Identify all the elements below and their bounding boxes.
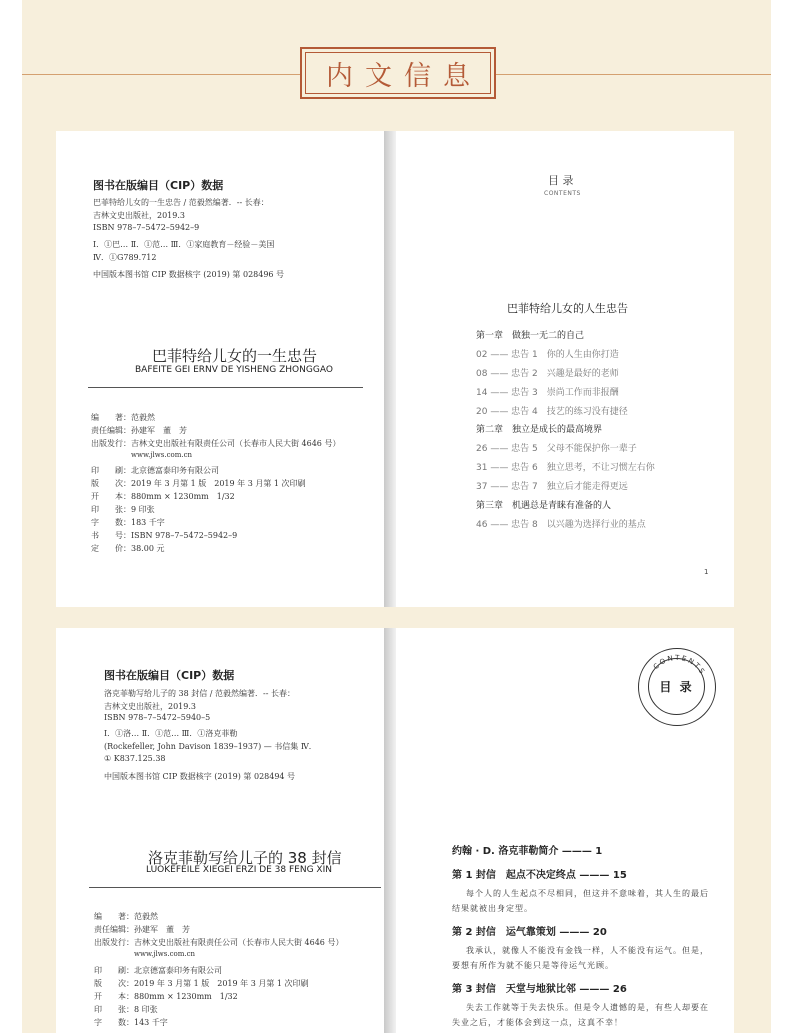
credit-line: 责任编辑：孙建军 董 芳 <box>91 426 187 435</box>
letter-entry-title: 第 2 封信 运气靠策划 ——— 20 <box>452 927 607 938</box>
letter-entry-title: 第 1 封信 起点不决定终点 ——— 15 <box>452 870 627 881</box>
toc-item: 02 —— 忠告 1 你的人生由你打造 <box>476 350 619 360</box>
cip-line: ISBN 978–7–5472–5942–9 <box>93 223 200 232</box>
title-rule <box>89 887 381 888</box>
letter-entry-desc: 我承认，就像人不能没有金钱一样，人不能没有运气。但是， <box>466 946 709 955</box>
cip-heading: 图书在版编目（CIP）数据 <box>93 179 224 192</box>
credit-line: 印 张：9 印张 <box>91 505 155 514</box>
credit-line: 印 张：8 印张 <box>94 1005 158 1014</box>
cip-line: Ⅳ．①G789.712 <box>93 253 157 262</box>
cip-line: 中国版本图书馆 CIP 数据核字 (2019) 第 028496 号 <box>93 270 285 279</box>
toc-item: 20 —— 忠告 4 技艺的练习没有捷径 <box>476 407 628 417</box>
toc-chapter: 第一章 做独一无二的自己 <box>476 331 585 341</box>
credit-line: 印 刷：北京德富泰印务有限公司 <box>91 466 219 475</box>
cip-line: Ⅰ．①洛… Ⅱ．①范… Ⅲ．①洛克菲勒 <box>104 729 238 738</box>
cip-line: 吉林文史出版社，2019.3 <box>104 702 196 711</box>
toc-item: 46 —— 忠告 8 以兴趣为选择行业的基点 <box>476 520 646 530</box>
book2-spine <box>384 628 396 1033</box>
toc-heading: 目 录 <box>548 174 574 187</box>
cip-line: (Rockefeller, John Davison 1839–1937) — 书信集 Ⅳ． <box>104 742 317 751</box>
credit-line: 编 著：范毅然 <box>91 413 155 422</box>
toc-item: 26 —— 忠告 5 父母不能保护你一辈子 <box>476 444 637 454</box>
letter-entry-desc: 失业之后，才能体会到这一点，这真不幸！ <box>452 1018 623 1027</box>
header-title-box <box>300 47 496 99</box>
cip-line: 中国版本图书馆 CIP 数据核字 (2019) 第 028494 号 <box>104 772 296 781</box>
credit-line: 出版发行：吉林文史出版社有限责任公司（长春市人民大街 4646 号） <box>94 938 344 947</box>
book1-spine <box>384 131 396 607</box>
credit-line: 编 著：范毅然 <box>94 912 158 921</box>
letter-entry-title: 第 3 封信 天堂与地狱比邻 ——— 26 <box>452 984 627 995</box>
toc-intro-entry: 约翰 · D. 洛克菲勒简介 ——— 1 <box>452 846 603 857</box>
book-title-pinyin: LUOKEFEILE XIEGEI ERZI DE 38 FENG XIN <box>146 865 332 875</box>
letter-entry-desc: 每个人的人生起点不尽相同，但这并不意味着，其人生的最后 <box>466 889 709 898</box>
contents-badge <box>638 648 716 726</box>
book-title: 洛克菲勒写给儿子的 38 封信 <box>148 849 342 867</box>
toc-chapter: 第二章 独立是成长的最高境界 <box>476 425 603 435</box>
badge-label: 目 录 <box>659 680 694 694</box>
cip-line: ISBN 978–7–5472–5940–5 <box>104 713 211 722</box>
cip-line: ① K837.125.38 <box>104 754 166 763</box>
credit-line: 开 本：880mm × 1230mm 1/32 <box>91 492 235 501</box>
letter-entry-desc: 失去工作就等于失去快乐。但是令人遗憾的是，有些人却要在 <box>466 1003 709 1012</box>
book1-copyright-page <box>56 131 384 607</box>
header-title: 内文信息 <box>326 60 482 92</box>
credit-line: 定 价：38.00 元 <box>91 544 165 553</box>
credit-line: www.jlws.com.cn <box>134 950 196 958</box>
cip-line: Ⅰ．①巴… Ⅱ．①范… Ⅲ．①家庭教育－经验－美国 <box>93 240 275 249</box>
book-title-pinyin: BAFEITE GEI ERNV DE YISHENG ZHONGGAO <box>135 365 333 375</box>
credit-line: 印 刷：北京德富泰印务有限公司 <box>94 966 222 975</box>
toc-item: 31 —— 忠告 6 独立思考，不让习惯左右你 <box>476 463 655 473</box>
credit-line: 开 本：880mm × 1230mm 1/32 <box>94 992 238 1001</box>
toc-item: 08 —— 忠告 2 兴趣是最好的老师 <box>476 369 619 379</box>
credit-line: 版 次：2019 年 3 月第 1 版 2019 年 3 月第 1 次印刷 <box>91 479 306 488</box>
cip-line: 洛克菲勒写给儿子的 38 封信 / 范毅然编著．-- 长春： <box>104 689 295 698</box>
toc-book-title: 巴菲特给儿女的人生忠告 <box>507 302 628 315</box>
book1-toc-page <box>396 131 734 607</box>
letter-entry-desc: 要想有所作为就不能只是等待运气光顾。 <box>452 961 614 970</box>
credit-line: 字 数：143 千字 <box>94 1018 168 1027</box>
toc-chapter: 第三章 机遇总是青睐有准备的人 <box>476 501 612 511</box>
credit-line: 责任编辑：孙建军 董 芳 <box>94 925 190 934</box>
title-rule <box>88 387 363 388</box>
toc-item: 14 —— 忠告 3 崇尚工作而非报酬 <box>476 388 619 398</box>
cip-line: 巴菲特给儿女的一生忠告 / 范毅然编著．-- 长春： <box>93 198 269 207</box>
credit-line: 字 数：183 千字 <box>91 518 165 527</box>
cip-line: 吉林文史出版社，2019.3 <box>93 211 185 220</box>
credit-line: 书 号：ISBN 978–7–5472–5942–9 <box>91 531 238 540</box>
credit-line: www.jlws.com.cn <box>131 451 193 459</box>
toc-item: 37 —— 忠告 7 独立后才能走得更远 <box>476 482 628 492</box>
credit-line: 出版发行：吉林文史出版社有限责任公司（长春市人民大街 4646 号） <box>91 439 341 448</box>
toc-heading-en: CONTENTS <box>544 190 581 197</box>
header-rule-left <box>22 74 300 75</box>
credit-line: 版 次：2019 年 3 月第 1 版 2019 年 3 月第 1 次印刷 <box>94 979 309 988</box>
page-number: 1 <box>704 568 709 576</box>
svg-text:CONTENTS: CONTENTS <box>651 653 707 677</box>
book2-copyright-page <box>56 628 384 1033</box>
book-title: 巴菲特给儿女的一生忠告 <box>152 347 318 365</box>
header-rule-right <box>496 74 771 75</box>
cip-heading: 图书在版编目（CIP）数据 <box>104 669 235 682</box>
letter-entry-desc: 结果就被出身定型。 <box>452 904 533 913</box>
